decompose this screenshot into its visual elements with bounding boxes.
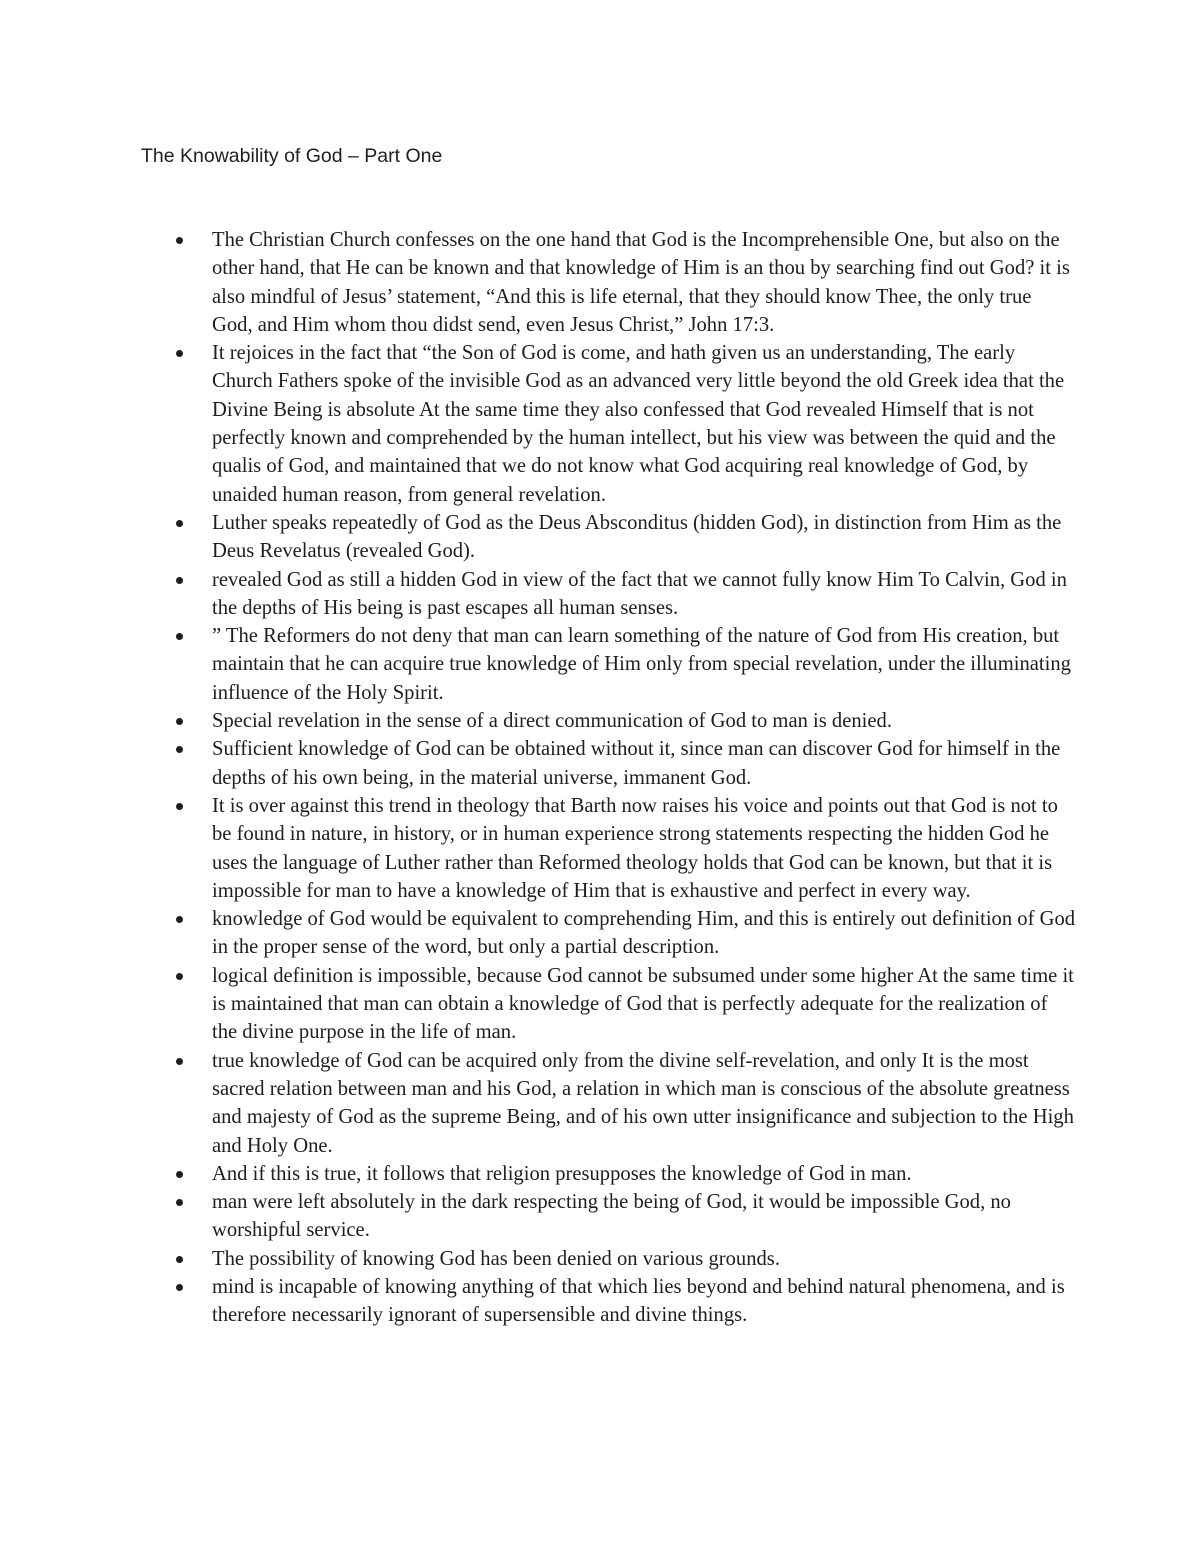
bullet-dot-icon [176,803,183,810]
list-item-text: mind is incapable of knowing anything of that which lies beyond and behind natural phenomena, and is therefore necessarily ignorant of supersensible and divine things. [212,1275,1065,1327]
list-item-text: It is over against this trend in theology that Barth now raises his voice and points out that God is not to be found in nature, in history, or in human experience strong statements respecting the hidden God he uses the language of Luther rather than Reformed theology holds that God can be known, but that it is impossible for man to have a knowledge of Him that is exhaustive and perfect in every way. [212,794,1058,902]
list-item [176,962,1076,1047]
list-item [176,566,1076,623]
list-item-text: revealed God as still a hidden God in view of the fact that we cannot fully know Him To Calvin, God in the depths of His being is past escapes all human senses. [212,568,1067,619]
bullet-dot-icon [176,237,183,244]
list-item-text: true knowledge of God can be acquired only from the divine self-revelation, and only It is the most sacred relation between man and his God, a relation in which man is conscious of the absolute greatness and majesty of God as the supreme Being, and of his own utter insignificance and subjection to the High and Holy One. [212,1049,1074,1157]
bullet-dot-icon [176,718,183,725]
list-item-text: ” The Reformers do not deny that man can learn something of the nature of God from His creation, but maintain that he can acquire true knowledge of Him only from special revelation, under the illuminating influence of the Holy Spirit. [212,625,1071,704]
bullet-dot-icon [176,633,183,640]
list-item [176,226,1076,339]
bullet-dot-icon [176,746,183,753]
bullet-dot-icon [176,520,183,527]
bullet-list [176,226,1076,1330]
bullet-dot-icon [176,1284,183,1291]
bullet-dot-icon [176,1199,183,1206]
list-item [176,792,1076,905]
list-item-text: man were left absolutely in the dark respecting the being of God, it would be impossible God, no worshipful service. [212,1191,1011,1242]
list-item [176,1245,1076,1273]
list-item [176,509,1076,566]
list-item [176,622,1076,707]
bullet-dot-icon [176,1256,183,1263]
list-item-text: Sufficient knowledge of God can be obtained without it, since man can discover God for himself in the depths of his own being, in the material universe, immanent God. [212,738,1061,789]
list-item [176,1273,1076,1330]
bullet-dot-icon [176,1171,183,1178]
list-item [176,905,1076,962]
list-item [176,1160,1076,1188]
bullet-dot-icon [176,1058,183,1065]
list-item-text: knowledge of God would be equivalent to comprehending Him, and this is entirely out definition of God in the proper sense of the word, but only a partial description. [212,908,1076,959]
bullet-dot-icon [176,973,183,980]
bullet-dot-icon [176,350,183,357]
list-item-text: Special revelation in the sense of a direct communication of God to man is denied. [212,710,892,733]
list-item [176,735,1076,792]
list-item-text: Luther speaks repeatedly of God as the Deus Absconditus (hidden God), in distinction from Him as the Deus Revelatus (revealed God). [212,511,1062,563]
list-item [176,339,1076,509]
list-item-text: logical definition is impossible, because God cannot be subsumed under some higher At the same time it is maintained that man can obtain a knowledge of God that is perfectly adequate for the realization of the divine purpose in the life of man. [212,964,1074,1044]
list-item-text: It rejoices in the fact that “the Son of God is come, and hath given us an understanding, The early Church Fathers spoke of the invisible God as an advanced very little beyond the old Greek idea that the Divine Being is absolute At the same time they also confessed that God revealed Himself that is not perfectly known and comprehended by the human intellect, but his view was between the quid and the qualis of God, and maintained that we do not know what God acquiring real knowledge of God, by unaided human reason, from general revelation. [212,342,1065,506]
list-item-text: And if this is true, it follows that religion presupposes the knowledge of God in man. [212,1162,912,1185]
list-item [176,1047,1076,1160]
list-item-text: The Christian Church confesses on the one hand that God is the Incomprehensible One, but also on the other hand, that He can be known and that knowledge of Him is an thou by searching find out God? it is also mindful of Jesus’ statement, “And this is life eternal, that they should know Thee, the only true God, and Him whom thou didst send, even Jesus Christ,” John 17:3. [212,229,1070,336]
list-item [176,707,1076,735]
document-title: The Knowability of God – Part One [141,145,443,167]
list-item-text: The possibility of knowing God has been denied on various grounds. [212,1247,780,1270]
bullet-dot-icon [176,916,183,923]
list-item [176,1188,1076,1245]
bullet-dot-icon [176,577,183,584]
